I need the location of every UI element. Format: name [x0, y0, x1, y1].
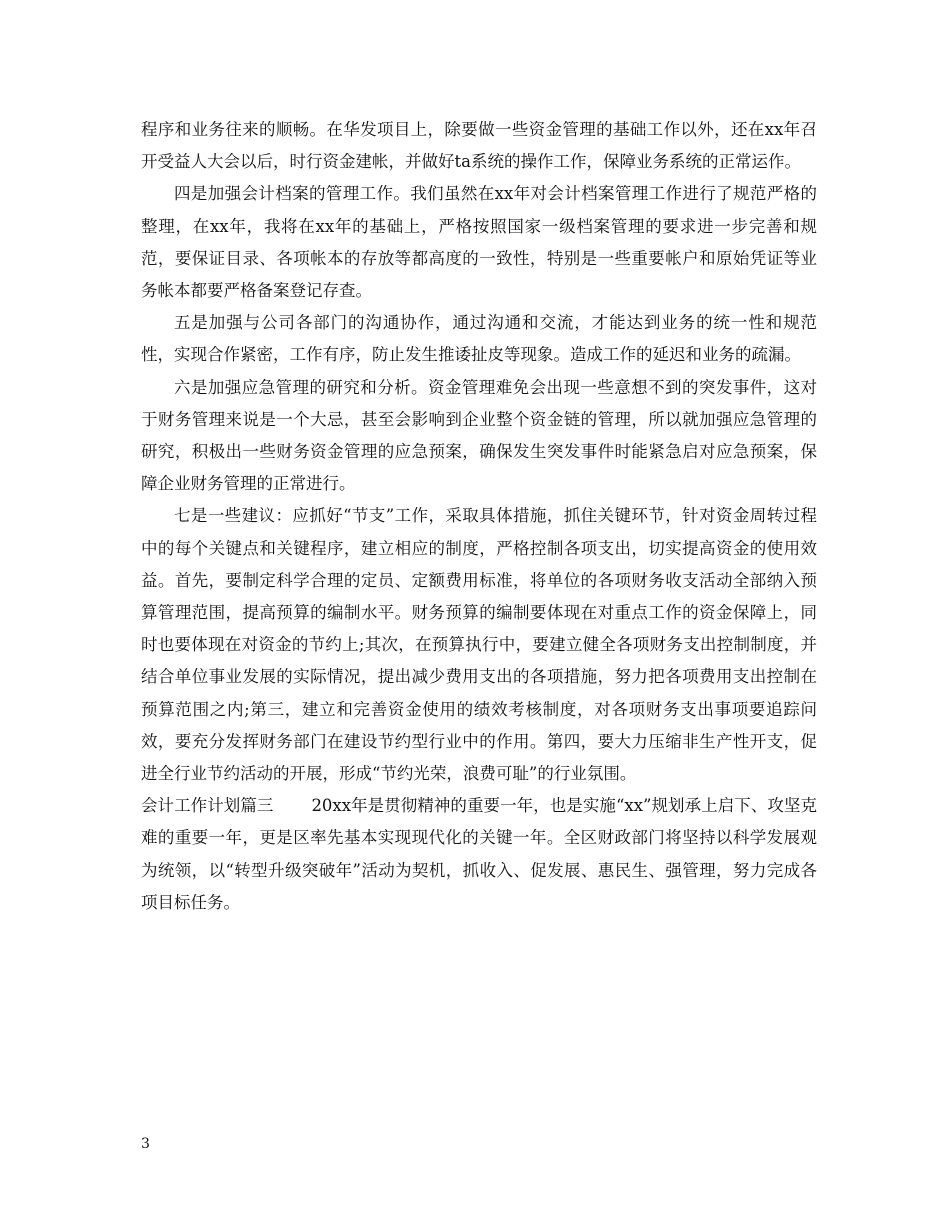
section-text: 20xx年是贯彻精神的重要一年，也是实施“xx”规划承上启下、攻坚克难的重要一年，更是区率先基本实现现代化的关键一年。全区财政部门将坚持以科学发展观为统领，以“转型升级突破年”活动为契机，抓收入、促发展、惠民生、强管理，努力完成各项目标任务。 [141, 796, 817, 912]
paragraph-suggestions: 七是一些建议：应抓好“节支”工作，采取具体措施，抓住关键环节，针对资金周转过程中的每个关键点和关键程序，建立相应的制度，严格控制各项支出，切实提高资金的使用效益。首先，要制定科学合理的定员、定额费用标准，将单位的各项财务收支活动全部纳入预算管理范围，提高预算的编制水平。财务预算的编制要体现在对重点工作的资金保障上，同时也要体现在对资金的节约上;其次，在预算执行中，要建立健全各项财务支出控制制度，并结合单位事业发展的实际情况，提出减少费用支出的各项措施，努力把各项费用支出控制在预算范围之内;第三，建立和完善资金使用的绩效考核制度，对各项财务支出事项要追踪问效，要充分发挥财务部门在建设节约型行业中的作用。第四，要大力压缩非生产性开支，促进全行业节约活动的开展，形成“节约光荣，浪费可耻”的行业氛围。 [141, 506, 817, 784]
paragraph-archive-management: 四是加强会计档案的管理工作。我们虽然在xx年对会计档案管理工作进行了规范严格的整理，在xx年，我将在xx年的基础上，严格按照国家一级档案管理的要求进一步完善和规范，要保证目录、各项帐本的存放等都高度的一致性，特别是一些重要帐户和原始凭证等业务帐本都要严格备案登记存查。 [141, 184, 817, 301]
paragraph-continuation: 程序和业务往来的顺畅。在华发项目上，除要做一些资金管理的基础工作以外，还在xx年召开受益人大会以后，时行资金建帐，并做好ta系统的操作工作，保障业务系统的正常运作。 [141, 120, 817, 172]
section-heading: 会计工作计划篇三 [141, 796, 274, 816]
document-body [141, 114, 817, 919]
section-paragraph [141, 790, 817, 919]
paragraph-department-communication: 五是加强与公司各部门的沟通协作，通过沟通和交流，才能达到业务的统一性和规范性，实现合作紧密，工作有序，防止发生推诿扯皮等现象。造成工作的延迟和业务的疏漏。 [141, 313, 817, 365]
paragraph-emergency-management: 六是加强应急管理的研究和分析。资金管理难免会出现一些意想不到的突发事件，这对于财务管理来说是一个大忌，甚至会影响到企业整个资金链的管理，所以就加强应急管理的研究，积极出一些财务资金管理的应急预案，确保发生突发事件时能紧急启对应急预案，保障企业财务管理的正常进行。 [141, 377, 817, 494]
page-number: 3 [141, 1136, 150, 1152]
